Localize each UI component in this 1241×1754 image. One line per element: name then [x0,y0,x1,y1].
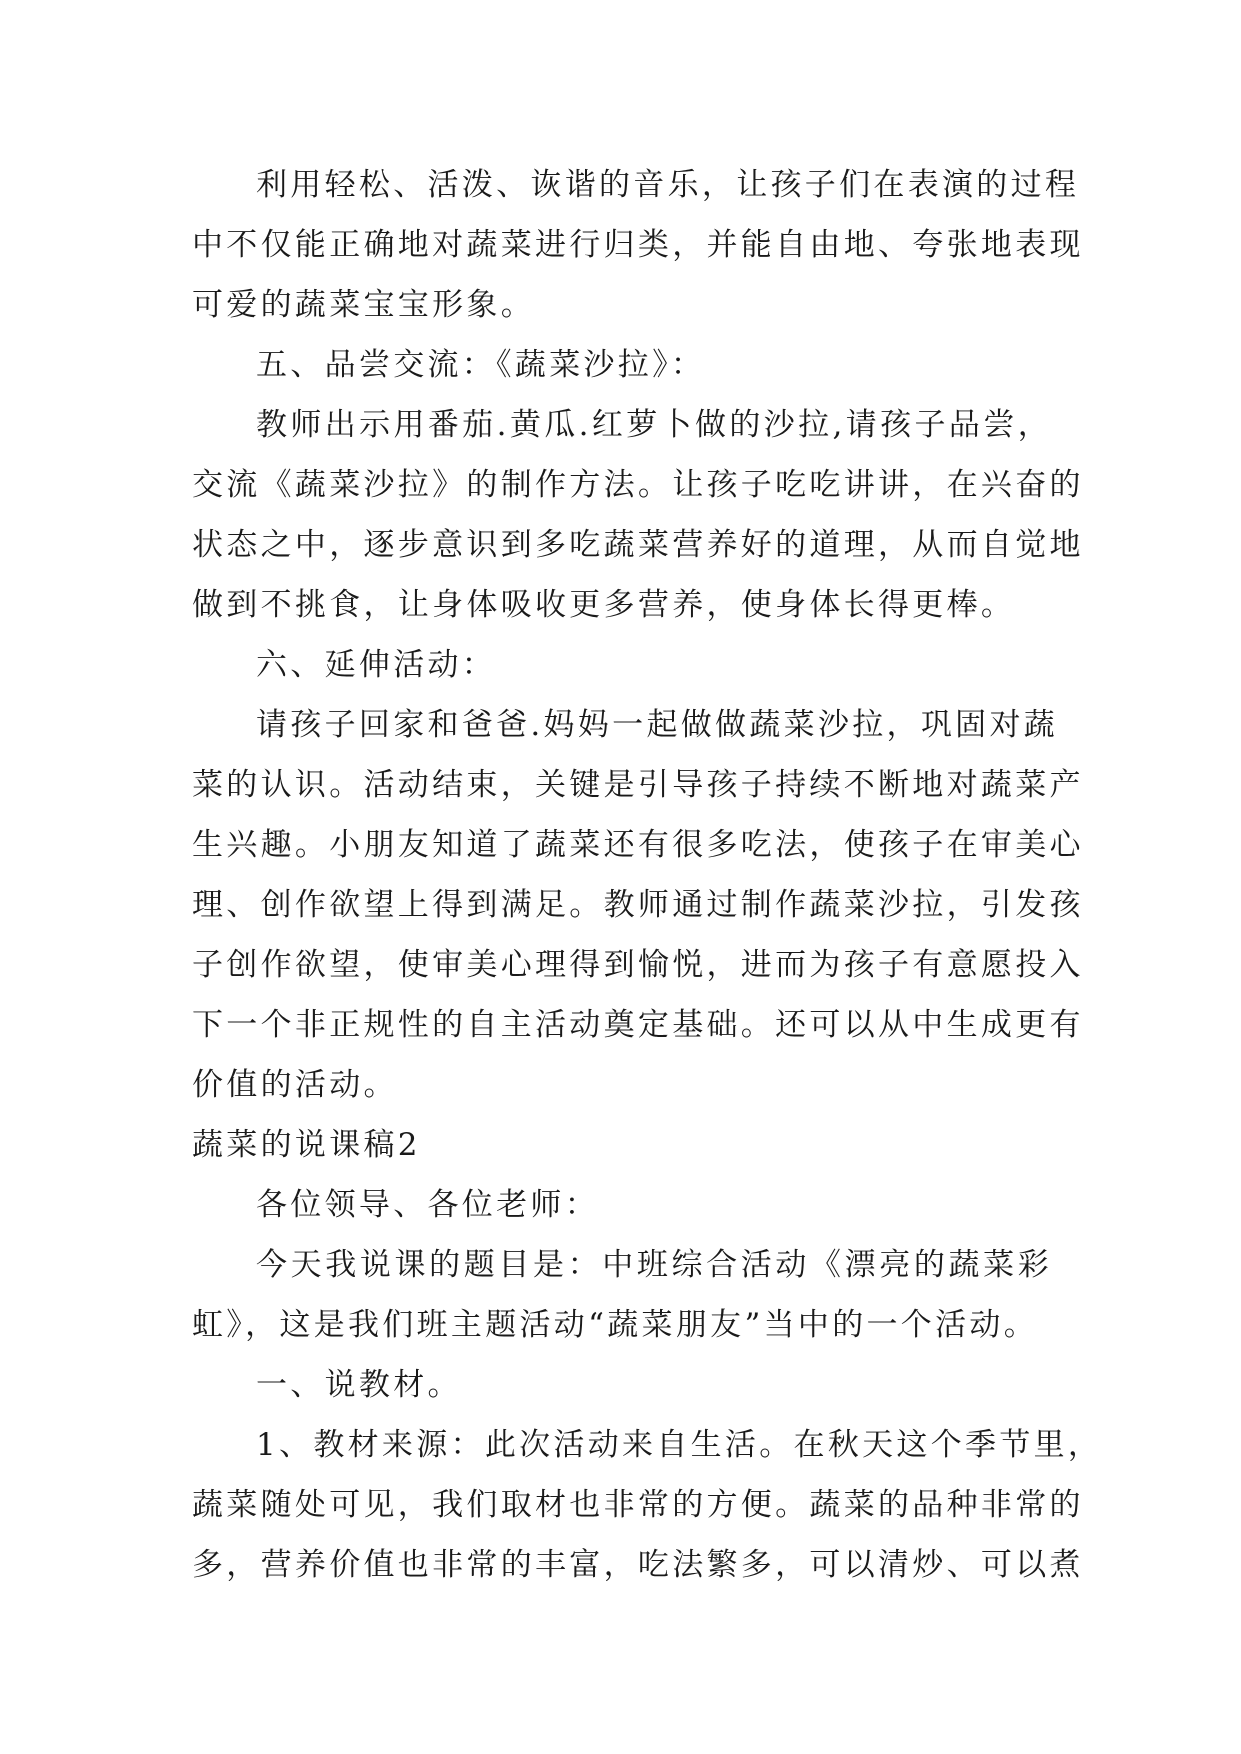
paragraph-line: 生兴趣。小朋友知道了蔬菜还有很多吃法，使孩子在审美心 [192,827,1084,863]
paragraph-line: 子创作欲望，使审美心理得到愉悦，进而为孩子有意愿投入 [192,947,1084,983]
paragraph-line: 1、教材来源：此次活动来自生活。在秋天这个季节里， [256,1427,1103,1463]
paragraph-line: 教师出示用番茄.黄瓜.红萝卜做的沙拉,请孩子品尝， [256,407,1052,443]
section-heading: 五、品尝交流：《蔬菜沙拉》： [256,347,706,383]
paragraph-line: 理、创作欲望上得到满足。教师通过制作蔬菜沙拉，引发孩 [192,887,1084,923]
paragraph-line: 状态之中，逐步意识到多吃蔬菜营养好的道理，从而自觉地 [192,527,1084,563]
paragraph-line: 多，营养价值也非常的丰富，吃法繁多，可以清炒、可以煮 [192,1547,1084,1583]
document-title: 蔬菜的说课稿2 [192,1127,421,1163]
paragraph-line: 中不仅能正确地对蔬菜进行归类，并能自由地、夸张地表现 [192,227,1084,263]
paragraph-line: 今天我说课的题目是：中班综合活动《漂亮的蔬菜彩 [256,1247,1052,1283]
paragraph-line: 虹》，这是我们班主题活动“蔬菜朋友”当中的一个活动。 [192,1307,1038,1343]
section-heading: 六、延伸活动： [256,647,497,683]
paragraph-line: 可爱的蔬菜宝宝形象。 [192,287,535,323]
paragraph-line: 交流《蔬菜沙拉》的制作方法。让孩子吃吃讲讲，在兴奋的 [192,467,1084,503]
paragraph-line: 价值的活动。 [192,1067,398,1103]
paragraph-line: 下一个非正规性的自主活动奠定基础。还可以从中生成更有 [192,1007,1084,1043]
paragraph-line: 蔬菜随处可见，我们取材也非常的方便。蔬菜的品种非常的 [192,1487,1084,1523]
paragraph-line: 做到不挑食，让身体吸收更多营养，使身体长得更棒。 [192,587,1016,623]
paragraph-line: 请孩子回家和爸爸.妈妈一起做做蔬菜沙拉，巩固对蔬 [256,707,1059,743]
salutation: 各位领导、各位老师： [256,1187,599,1223]
paragraph-line: 菜的认识。活动结束，关键是引导孩子持续不断地对蔬菜产 [192,767,1084,803]
section-heading: 一、说教材。 [256,1367,462,1403]
paragraph-line: 利用轻松、活泼、诙谐的音乐，让孩子们在表演的过程 [256,167,1080,203]
